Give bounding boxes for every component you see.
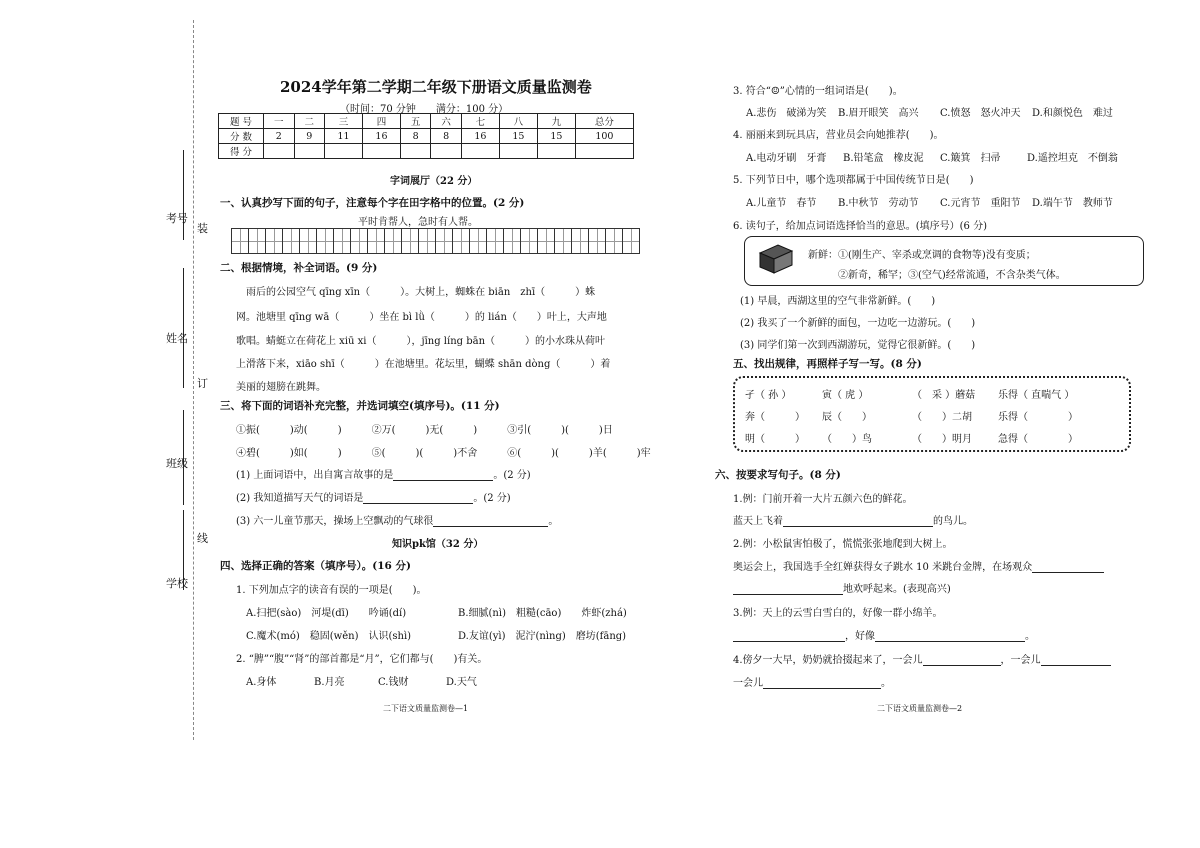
q6-2-answer xyxy=(733,558,1104,573)
q6-4-line xyxy=(733,651,1111,666)
q4-5-option-d[interactable]: D.端午节 教师节 xyxy=(1032,198,1113,209)
q4-4-option-b[interactable]: B.铅笔盒 橡皮泥 xyxy=(843,153,924,164)
score-input-cell[interactable] xyxy=(461,144,499,159)
q6-3-example: 3.例：天上的云雪白雪白的，好像一群小绵羊。 xyxy=(733,608,943,619)
q2-line: 歌唱。蜻蜓立在荷花上 xiū xi（ ），jīng líng bān（ ）的小水珠从荷叶 xyxy=(236,336,606,347)
score-cell: 五 xyxy=(400,114,431,129)
score-cell: 题 号 xyxy=(219,114,264,129)
score-cell: 分 数 xyxy=(219,129,264,144)
q6-3-mid: ，好像 xyxy=(845,631,875,642)
label-exam-id: 考号 xyxy=(166,212,188,225)
q2-title: 二、根据情境，补全词语。(9 分) xyxy=(220,262,378,274)
score-got-row xyxy=(219,144,634,159)
q3-sub-text: (1) 上面词语中，出自寓言故事的是 xyxy=(236,470,394,481)
score-cell: 总分 xyxy=(575,114,633,129)
q1-title: 一、认真抄写下面的句子，注意每个字在田字格中的位置。(2 分) xyxy=(220,197,525,209)
grid-cell[interactable] xyxy=(418,228,436,254)
q2-line: 雨后的公园空气 qīng xīn（ ）。大树上，蜘蛛在 biān zhī（ ）蛛 xyxy=(226,287,596,298)
score-input-cell[interactable] xyxy=(575,144,633,159)
grid-cell[interactable] xyxy=(622,228,640,254)
name-underline xyxy=(183,268,184,388)
score-input-cell[interactable] xyxy=(400,144,431,159)
score-input-cell[interactable] xyxy=(264,144,295,159)
grid-cell[interactable] xyxy=(469,228,487,254)
q4-title: 四、选择正确的答案（填序号）。(16 分) xyxy=(220,560,411,572)
q6-4-mid: ，一会儿 xyxy=(1000,655,1041,666)
tianzige-grid[interactable] xyxy=(232,228,640,254)
answer-blank[interactable] xyxy=(875,641,1025,642)
q4-6-item: (2) 我买了一个新鲜的面包，一边吃一边游玩。( ) xyxy=(740,318,976,329)
q4-6-item: (3) 同学们第一次到西湖游玩，觉得它很新鲜。( ) xyxy=(740,340,976,351)
q4-3-option-d[interactable]: D.和颜悦色 难过 xyxy=(1032,108,1113,119)
q5-cell[interactable]: 奔（ ） xyxy=(745,412,805,423)
label-class: 班级 xyxy=(166,457,188,470)
q5-cell: 孑（ 孙 ） xyxy=(745,390,792,401)
q3-sub3 xyxy=(236,512,558,527)
grid-cell[interactable] xyxy=(401,228,419,254)
grid-cell[interactable] xyxy=(520,228,538,254)
grid-cell[interactable] xyxy=(571,228,589,254)
exam-subtitle: （时间：70 分钟 满分：100 分） xyxy=(340,104,509,115)
grid-cell[interactable] xyxy=(316,228,334,254)
q4-1-option-d[interactable]: D.友谊(yì) 泥泞(nìng) 磨坊(fāng) xyxy=(458,631,627,642)
q5-cell[interactable]: 辰（ ） xyxy=(822,412,872,423)
q3-sub-tail: 。 xyxy=(548,516,559,527)
grid-cell[interactable] xyxy=(282,228,300,254)
q4-5-option-b[interactable]: B.中秋节 劳动节 xyxy=(838,198,919,209)
score-header-row xyxy=(219,114,634,129)
score-cell: 2 xyxy=(264,129,295,144)
score-cell: 8 xyxy=(431,129,462,144)
answer-blank[interactable] xyxy=(783,526,933,527)
q4-5: 5. 下列节日中，哪个选项都属于中国传统节日是( ) xyxy=(733,175,974,186)
q5-cell[interactable]: （ ）二胡 xyxy=(912,412,972,423)
grid-cell[interactable] xyxy=(554,228,572,254)
id-underline xyxy=(183,150,184,240)
q6-4-prefix: 4.傍夕一大早，奶奶就拾掇起来了，一会儿 xyxy=(733,655,923,666)
q4-2-option-a[interactable]: A.身体 xyxy=(246,677,277,688)
score-cell: 一 xyxy=(264,114,295,129)
q4-4-option-c[interactable]: C.簸箕 扫帚 xyxy=(940,153,1001,164)
mark-zhuang: 装 xyxy=(197,222,208,235)
answer-blank[interactable] xyxy=(1032,572,1104,573)
q4-1-option-c[interactable]: C.魔术(mó) 稳固(wěn) 认识(shì) xyxy=(246,631,412,642)
answer-blank[interactable] xyxy=(733,594,843,595)
q6-2-prefix: 奥运会上，我国选手全红婵获得女子跳水 10 米跳台金牌，在场观众 xyxy=(733,562,1033,573)
dict-line-2: ②新奇，稀罕；③(空气)经常流通，不含杂类气体。 xyxy=(838,270,1066,281)
q1-sentence: 平时肯帮人，急时有人帮。 xyxy=(358,217,478,228)
q6-3-answer xyxy=(733,627,1035,642)
q4-2: 2. “脾”“腹”“肾”的部首都是“月”，它们都与( )有关。 xyxy=(236,654,488,665)
q4-2-option-c[interactable]: C.钱财 xyxy=(378,677,409,688)
grid-cell[interactable] xyxy=(537,228,555,254)
score-cell: 六 xyxy=(431,114,462,129)
q4-1-option-a[interactable]: A.扫把(sào) 河堤(dī) 吟诵(dí) xyxy=(246,608,407,619)
q6-1-answer xyxy=(733,512,973,527)
q3-title: 三、将下面的词语补充完整，并选词填空(填序号)。(11 分) xyxy=(220,400,500,412)
q4-4-option-a[interactable]: A.电动牙刷 牙膏 xyxy=(746,153,827,164)
q3-sub2 xyxy=(236,489,511,504)
q4-5-option-a[interactable]: A.儿童节 春节 xyxy=(746,198,817,209)
q6-2-answer-cont xyxy=(733,580,951,595)
score-cell: 11 xyxy=(325,129,363,144)
score-cell: 得 分 xyxy=(219,144,264,159)
score-input-cell[interactable] xyxy=(431,144,462,159)
q5-cell: 寅（ 虎 ） xyxy=(822,390,869,401)
q6-4-line2 xyxy=(733,674,891,689)
answer-blank[interactable] xyxy=(1041,665,1111,666)
grid-cell[interactable] xyxy=(452,228,470,254)
grid-cell[interactable] xyxy=(588,228,606,254)
q4-3-option-c[interactable]: C.愤怒 怒火冲天 xyxy=(940,108,1021,119)
grid-cell[interactable] xyxy=(435,228,453,254)
binding-line xyxy=(193,20,194,740)
score-cell: 七 xyxy=(461,114,499,129)
part2-title: 知识pk馆（32 分） xyxy=(392,539,484,550)
label-school: 学校 xyxy=(166,577,188,590)
q4-2-option-d[interactable]: D.天气 xyxy=(446,677,477,688)
part1-title: 字词展厅（22 分） xyxy=(390,176,478,187)
q3-sub-text: (2) 我知道描写天气的词语是 xyxy=(236,493,364,504)
q5-title: 五、找出规律，再照样子写一写。(8 分) xyxy=(733,358,922,370)
page-footer-1: 二下语文质量监测卷—1 xyxy=(383,704,469,713)
answer-blank[interactable] xyxy=(923,665,1001,666)
q4-3: 3. 符合“☺”心情的一组词语是( )。 xyxy=(733,86,903,97)
score-cell: 15 xyxy=(537,129,575,144)
score-cell: 16 xyxy=(362,129,400,144)
score-cell: 二 xyxy=(294,114,325,129)
score-cell: 九 xyxy=(537,114,575,129)
q5-cell[interactable]: （ ）鸟 xyxy=(822,434,872,445)
grid-cell[interactable] xyxy=(605,228,623,254)
grid-cell[interactable] xyxy=(486,228,504,254)
grid-cell[interactable] xyxy=(231,228,249,254)
q5-cell[interactable]: 明（ ） xyxy=(745,434,805,445)
score-input-cell[interactable] xyxy=(294,144,325,159)
q6-1-suffix: 的鸟儿。 xyxy=(933,516,973,527)
mark-xian: 线 xyxy=(197,532,208,545)
q4-2-option-b[interactable]: B.月亮 xyxy=(314,677,345,688)
score-cell: 15 xyxy=(499,129,537,144)
q2-line: 网。池塘里 qīng wā（ ）坐在 bì lǜ（ ）的 lián（ ）叶上，大声地 xyxy=(236,312,607,323)
q4-6-item: (1) 早晨，西湖这里的空气非常新鲜。( ) xyxy=(740,296,936,307)
exam-title: 2024学年第二学期二年级下册语文质量监测卷 xyxy=(280,78,592,96)
q3-sub-tail: 。(2 分) xyxy=(473,493,511,504)
q4-4: 4. 丽丽来到玩具店，营业员会向她推荐( )。 xyxy=(733,130,944,141)
q6-4-tail-label: 一会儿 xyxy=(733,678,763,689)
score-input-cell[interactable] xyxy=(537,144,575,159)
answer-blank[interactable] xyxy=(433,526,548,527)
dict-line-1: 新鲜：①(刚生产、宰杀或烹调的食物等)没有变质； xyxy=(808,250,1036,261)
q3-row: ①振( )动( ) ②万( )无( ) ③引( )( )日 xyxy=(236,425,613,436)
score-input-cell[interactable] xyxy=(499,144,537,159)
score-cell: 8 xyxy=(400,129,431,144)
q5-cell[interactable]: 乐得（ ） xyxy=(998,412,1078,423)
score-cell: 四 xyxy=(362,114,400,129)
q3-sub1 xyxy=(236,466,531,481)
label-name: 姓名 xyxy=(166,332,188,345)
grid-cell[interactable] xyxy=(333,228,351,254)
dictionary-book-icon xyxy=(756,243,796,277)
score-cell: 三 xyxy=(325,114,363,129)
grid-cell[interactable] xyxy=(248,228,266,254)
score-points-row xyxy=(219,129,634,144)
score-input-cell[interactable] xyxy=(325,144,363,159)
q6-title: 六、按要求写句子。(8 分) xyxy=(715,469,841,481)
grid-cell[interactable] xyxy=(350,228,368,254)
q5-cell: 乐得（ 直喘气 ） xyxy=(998,390,1075,401)
answer-blank[interactable] xyxy=(393,480,493,481)
grid-cell[interactable] xyxy=(384,228,402,254)
q5-cell[interactable]: 急得（ ） xyxy=(998,434,1078,445)
q5-cell[interactable]: （ ）明月 xyxy=(912,434,972,445)
q4-6: 6. 读句子，给加点词语选择恰当的意思。(填序号）(6 分) xyxy=(733,221,987,232)
q6-4-period: 。 xyxy=(881,678,891,689)
answer-blank[interactable] xyxy=(763,688,881,689)
q4-1-option-b[interactable]: B.细腻(nì) 粗糙(cāo) 炸虾(zhá) xyxy=(458,608,627,619)
mark-ding: 订 xyxy=(197,377,208,390)
q6-2-suffix: 地欢呼起来。(表现高兴) xyxy=(843,584,951,595)
grid-cell[interactable] xyxy=(367,228,385,254)
score-table xyxy=(218,113,634,159)
grid-cell[interactable] xyxy=(503,228,521,254)
page-footer-2: 二下语文质量监测卷—2 xyxy=(877,704,963,713)
q4-4-option-d[interactable]: D.遥控坦克 不倒翁 xyxy=(1027,153,1118,164)
answer-blank[interactable] xyxy=(363,503,473,504)
q5-cell: （ 采 ）蘑菇 xyxy=(912,390,976,401)
score-cell: 八 xyxy=(499,114,537,129)
q6-3-period: 。 xyxy=(1025,631,1035,642)
score-cell: 9 xyxy=(294,129,325,144)
q4-3-option-b[interactable]: B.眉开眼笑 高兴 xyxy=(838,108,919,119)
q3-sub-tail: 。(2 分) xyxy=(493,470,531,481)
q2-line: 美丽的翅膀在跳舞。 xyxy=(236,382,326,393)
q4-5-option-c[interactable]: C.元宵节 重阳节 xyxy=(940,198,1021,209)
grid-cell[interactable] xyxy=(299,228,317,254)
score-cell: 16 xyxy=(461,129,499,144)
q6-1-prefix: 蓝天上飞着 xyxy=(733,516,783,527)
q2-line: 上滑落下来，xiāo shī（ ）在池塘里。花坛里，蝴蝶 shān dòng（ ）着 xyxy=(236,359,611,370)
q4-1: 1. 下列加点字的读音有误的一项是( )。 xyxy=(236,585,427,596)
q3-sub-text: (3) 六一儿童节那天，操场上空飘动的气球很 xyxy=(236,516,434,527)
q6-1-example: 1.例：门前开着一大片五颜六色的鲜花。 xyxy=(733,494,913,505)
grid-cell[interactable] xyxy=(265,228,283,254)
q6-2-example: 2.例：小松鼠害怕极了，慌慌张张地爬到大树上。 xyxy=(733,539,953,550)
score-input-cell[interactable] xyxy=(362,144,400,159)
q3-row: ④碧( )如( ) ⑤( )( )不舍 ⑥( )( )羊( )牢 xyxy=(236,448,651,459)
q4-3-option-a[interactable]: A.悲伤 破涕为笑 xyxy=(746,108,827,119)
score-cell: 100 xyxy=(575,129,633,144)
answer-blank[interactable] xyxy=(733,641,845,642)
